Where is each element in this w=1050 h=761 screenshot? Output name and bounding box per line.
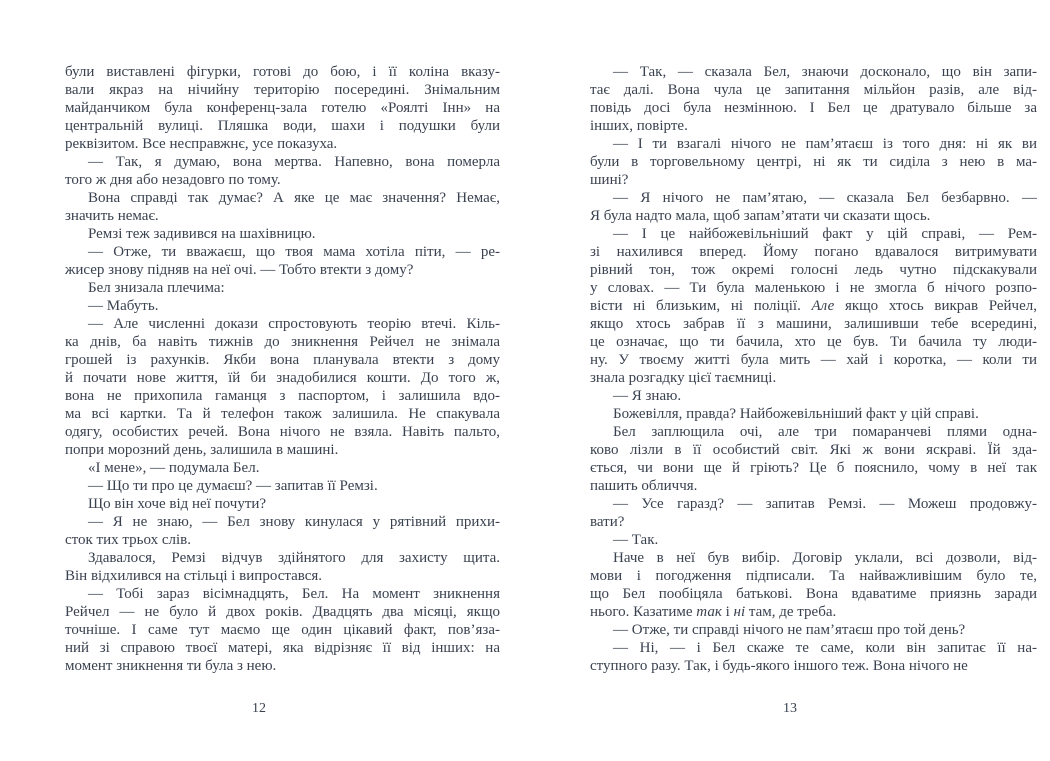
text-line: майданчиком була конференц-зала готелю «Роялті Інн» на — [65, 100, 500, 116]
text-line: були в торговельному центрі, ні як ти сиділа з нею в ма- — [590, 154, 1037, 170]
text-line: ма всі картки. Та й телефон також залишила. Не спакувала — [65, 406, 500, 422]
text-line: Я була надто мала, щоб запам’ятати чи сказати щось. — [590, 208, 931, 224]
text-line: Він відхилився на стільці і випростався. — [65, 568, 323, 584]
text-line: момент зникнення ти була з нею. — [65, 658, 277, 674]
text-line: Бел знизала плечима: — [88, 280, 225, 296]
text-line: й почати нове життя, їй би знадобилися кошти. До того ж, — [65, 370, 500, 386]
text-line: — Але численні докази спростовують теорію втечі. Кіль- — [88, 316, 500, 332]
text-line: центральній вулиці. Пляшка води, шахи і подушки були — [65, 118, 500, 134]
text-line: зі нахилився вперед. Йому погано вдавалося витримувати — [590, 244, 1037, 260]
text-line: — Усе гаразд? — запитав Ремзі. — Можеш продовжу- — [613, 496, 1037, 512]
text-line: — Мабуть. — [88, 298, 159, 314]
book-page-right — [590, 63, 1037, 761]
text-line: Здавалося, Ремзі відчув здійнятого для захисту щита. — [88, 550, 500, 566]
text-line: нього. Казатиме так і ні там, де треба. — [590, 604, 837, 620]
text-line: — І це найбожевільніший факт у цій справі, — Рем- — [613, 226, 1037, 242]
page-text-column — [590, 63, 1037, 675]
text-line: мови і погодження підписали. Та найважливішим було те, — [590, 568, 1037, 584]
text-line: вати? — [590, 514, 625, 530]
text-line: грошей із рахунків. Якби вона планувала втекти з дому — [65, 352, 500, 368]
text-line: точніше. І саме тут маємо ще один цікавий факт, пов’яза- — [65, 622, 500, 638]
text-line: «І мене», — подумала Бел. — [88, 460, 260, 476]
text-line: Наче в неї був вибір. Договір уклали, всі дозволи, від- — [613, 550, 1037, 566]
text-line: — Я не знаю, — Бел знову кинулася у рятівний прихи- — [88, 514, 500, 530]
text-line: — Ні, — і Бел скаже те саме, коли він запитає її на- — [613, 640, 1037, 656]
text-line: ний зі справою твоєї матері, яка відрізняє її від інших: на — [65, 640, 500, 656]
text-line: — Я знаю. — [613, 388, 682, 404]
text-line: вісти ні близьким, ні поліції. Але якщо хтось викрав Рейчел, — [590, 298, 1037, 314]
text-line: інших, повірте. — [590, 118, 688, 134]
page-number: 12 — [252, 701, 266, 716]
text-line: якщо хтось забрав її з машини, залишивши тебе всередині, — [590, 316, 1037, 332]
text-line: значить немає. — [65, 208, 159, 224]
text-line: у словах. — Ти була маленькою і не змогла б нічого розпо- — [590, 280, 1037, 296]
text-line: — Що ти про це думаєш? — запитав її Ремзі. — [88, 478, 378, 494]
text-line: ступного разу. Так, і будь-якого іншого теж. Вона нічого не — [590, 658, 968, 674]
text-line: тає далі. Вона чула це запитання мільйон разів, але від- — [590, 82, 1037, 98]
text-line: ну. У твоєму житті була мить — хай і коротка, — коли ти — [590, 352, 1037, 368]
text-line: — І ти взагалі нічого не пам’ятаєш із того дня: ні як ви — [613, 136, 1037, 152]
text-line: — Так. — [613, 532, 659, 548]
text-line: — Отже, ти справді нічого не пам’ятаєш про той день? — [613, 622, 966, 638]
text-line: знала розгадку цієї таємниці. — [590, 370, 777, 386]
text-line: Рейчел — не було й двох років. Двадцять два місяці, якщо — [65, 604, 500, 620]
text-line: повідь досі була незмінною. І Бел це дратувало більше за — [590, 100, 1037, 116]
text-line: пашить обличчя. — [590, 478, 698, 494]
text-line: ється, чи вони ще й гріють? Це б пояснило, чому в неї так — [590, 460, 1037, 476]
text-line: Бел заплющила очі, але три помаранчеві плями одна- — [613, 424, 1037, 440]
text-line: — Отже, ти вважаєш, що твоя мама хотіла піти, — ре- — [88, 244, 500, 260]
text-line: жисер знову підняв на неї очі. — Тобто втекти з дому? — [65, 262, 414, 278]
text-line: — Тобі зараз вісімнадцять, Бел. На момент зникнення — [88, 586, 500, 602]
page-text-column — [65, 63, 500, 675]
text-line: шині? — [590, 172, 629, 188]
text-line: — Так, — сказала Бел, знаючи досконало, що він запи- — [613, 64, 1037, 80]
text-line: були виставлені фігурки, готові до бою, і її коліна вказу- — [65, 64, 500, 80]
text-line: Ремзі теж задивився на шахівницю. — [88, 226, 316, 242]
text-line: Що він хоче від неї почути? — [88, 496, 267, 512]
text-line: рівний тон, тож окремі голосні ледь чутно підскакували — [590, 262, 1037, 278]
text-line: сток тих трьох слів. — [65, 532, 191, 548]
text-line: одягу, особистих речей. Вона нічого не взяла. Навіть пальто, — [65, 424, 500, 440]
text-line: вона не прихопила гаманця з паспортом, і залишила вдо- — [65, 388, 500, 404]
text-line: Божевілля, правда? Найбожевільніший факт у цій справі. — [613, 406, 979, 422]
text-line: — Так, я думаю, вона мертва. Напевно, вона померла — [88, 154, 500, 170]
text-line: вали якраз на нічийну територію посередині. Знімальним — [65, 82, 500, 98]
text-line: ково лізли в її особистий світ. Які ж вони яскраві. Їй зда- — [590, 442, 1037, 458]
text-line: попри морозний день, залишила в машині. — [65, 442, 339, 458]
text-line: що Бел пообіцяла батькові. Вона вдаватиме приязнь заради — [590, 586, 1037, 602]
text-line: реквізитом. Все несправжнє, усе показуха. — [65, 136, 338, 152]
page-number: 13 — [783, 701, 797, 716]
text-line: Вона справді так думає? А яке це має значення? Немає, — [88, 190, 500, 206]
book-page-left — [65, 63, 500, 761]
text-line: того ж дня або незадовго по тому. — [65, 172, 281, 188]
text-line: — Я нічого не пам’ятаю, — сказала Бел безбарвно. — — [613, 190, 1037, 206]
text-line: ка днів, ба навіть тижнів до зникнення Рейчел не знімала — [65, 334, 500, 350]
text-line: це означає, що ти бачила, хто це був. Ти бачила ту люди- — [590, 334, 1037, 350]
